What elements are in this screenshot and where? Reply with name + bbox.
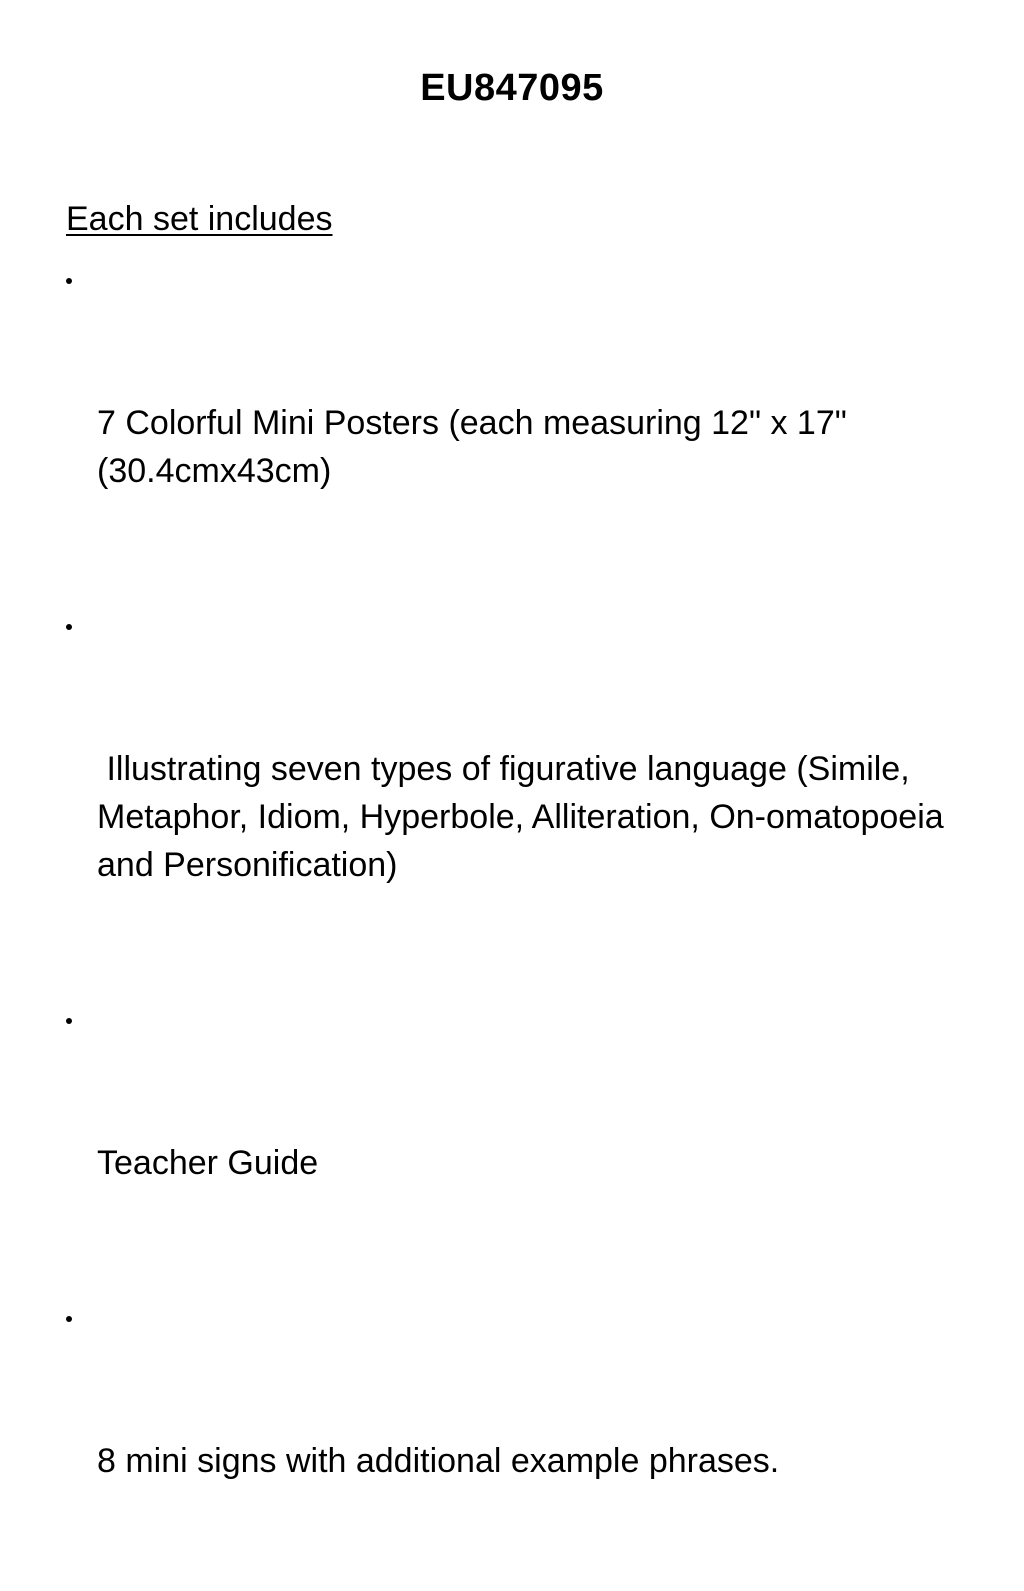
list-item-text: Teacher Guide [97,1144,319,1182]
bullet-icon [66,624,72,630]
list-item-text: 8 mini signs with additional example phrases. [97,1442,780,1480]
set-contents-heading: Each set includes [66,200,333,238]
list-item [66,995,966,1283]
set-contents-list [66,255,966,1591]
bullet-icon [66,278,72,284]
list-item-text: Illustrating seven types of figurative language (Simile, Metaphor, Idiom, Hyperbole, Alliteration, On-omatopoeia and Personification) [97,750,954,884]
bullet-icon [66,1316,72,1322]
bullet-icon [66,1018,72,1024]
list-item [66,601,966,985]
list-item [66,1293,966,1581]
product-code-title: EU847095 [420,67,604,109]
list-item-text: 7 Colorful Mini Posters (each measuring 12" x 17"(30.4cmx43cm) [97,404,847,490]
list-item [66,255,966,591]
